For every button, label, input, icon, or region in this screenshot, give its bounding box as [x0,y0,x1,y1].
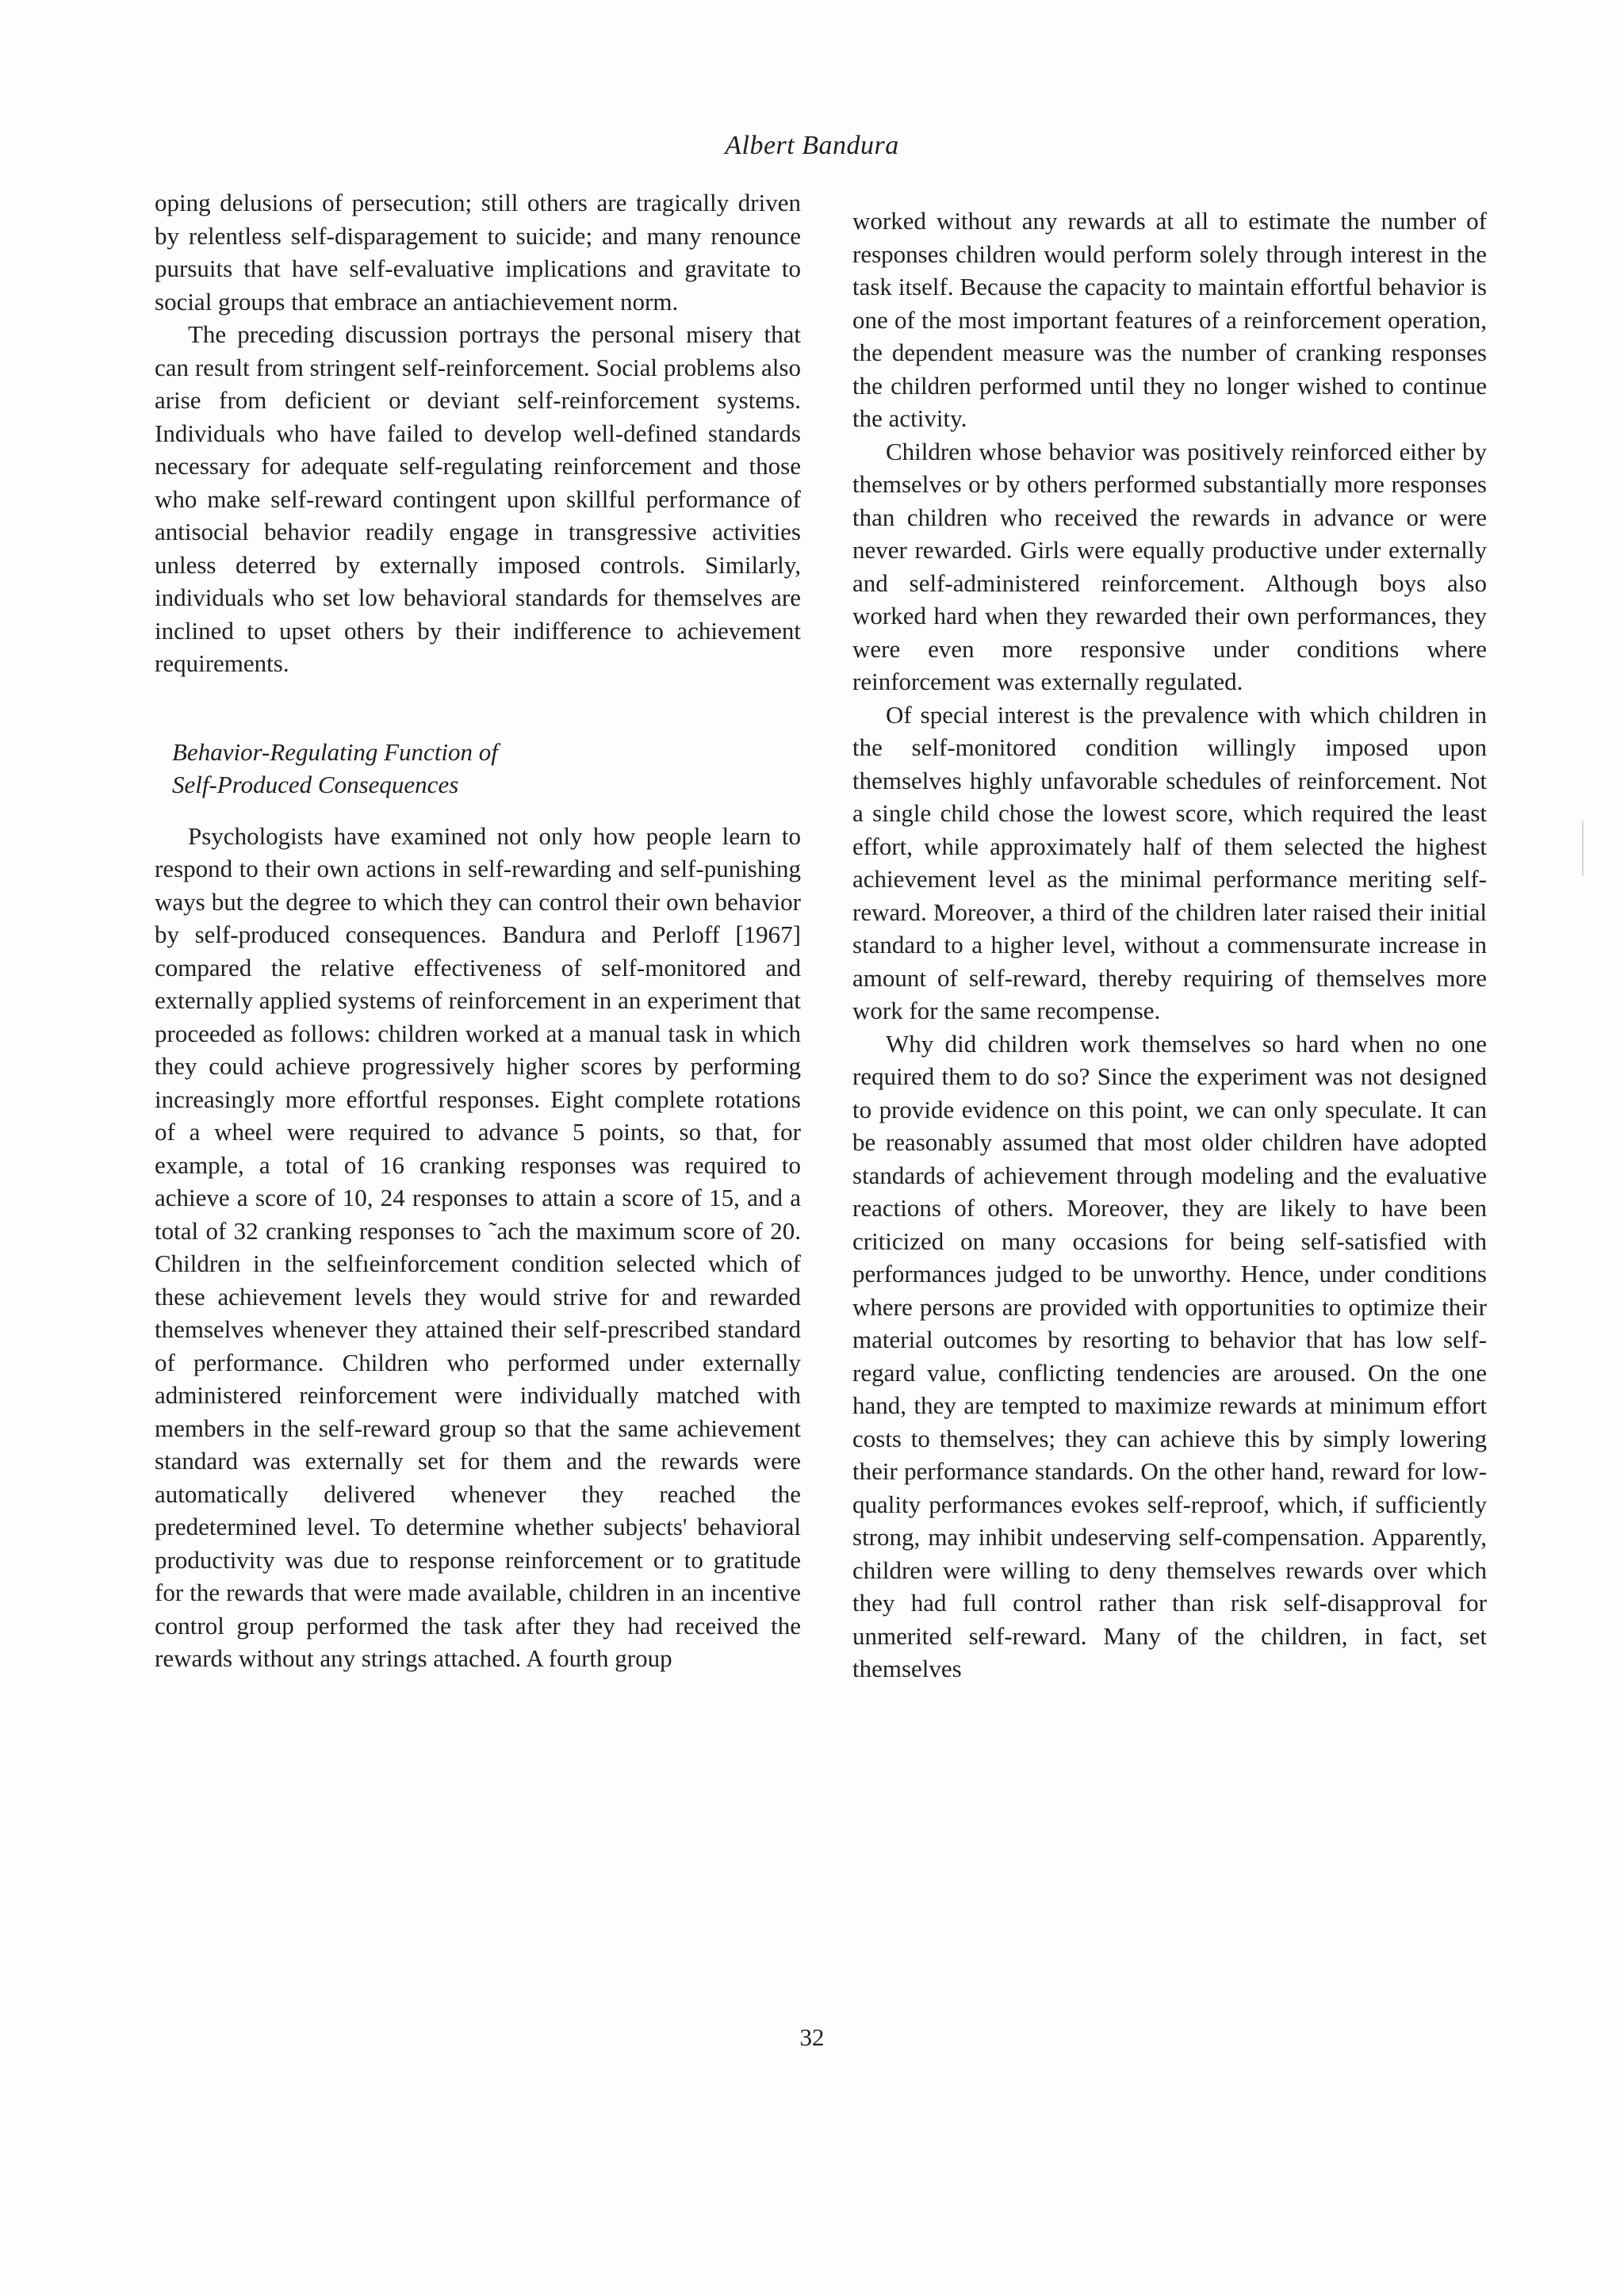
running-head: Albert Bandura [725,131,899,160]
left-paragraph-1: oping delusions of persecution; still others are tragically driven by relentless self-disparagement to suicide; and many renounce pursuits that have self-evaluative implications and gravitate to social groups that embrace an antiachievement norm. [155,189,801,316]
right-paragraph-4: Why did children work themselves so hard when no one required them to do so? Since the experiment was not designed to provide evidence on this point, we can only speculate. It can be reasonably assumed that most older children have adopted standards of achievement through modeling and the evaluative reactions of others. Moreover, they are likely to have been criticized on many occasions for being self-satisfied with performances judged to be unworthy. Hence, under conditions where persons are provided with opportunities to optimize their material outcomes by resorting to behavior that has low self-regard value, conflicting tendencies are aroused. On the one hand, they are tempted to maximize rewards at minimum effort costs to themselves; they can achieve this by simply lowering their performance standards. On the other hand, reward for low-quality performances evokes self-reproof, which, if sufficiently strong, may inhibit undeserving self-compensation. Apparently, children were willing to deny themselves rewards over which they had full control rather than risk self-disapproval for unmerited self-reward. Many of the children, in fact, set themselves [852,1029,1487,1682]
section-heading-line-2: Self-Produced Consequences [172,770,459,798]
section-heading-line-1: Behavior-Regulating Function of [172,737,498,766]
page-number: 32 [799,2023,825,2051]
left-paragraph-3: Psychologists have examined not only how people learn to respond to their own actions in self-rewarding and self-punishing ways but the degree to which they can control their own behavior by self-produced consequences. Bandura and Perloff [1967] compared the relative effectiveness of self-monitored and externally applied systems of reinforcement in an experiment that proceeded as follows: children worked at a manual task in which they could achieve progressively higher scores by performing increasingly more effortful responses. Eight complete rotations of a wheel were required to advance 5 points, so that, for example, a total of 16 cranking responses was required to achieve a score of 10, 24 responses to attain a score of 15, and a total of 32 cranking responses to ˜ach the maximum score of 20. Children in the selfıeinforcement condition selected which of these achievement levels they would strive for and rewarded themselves whenever they attained their self-prescribed standard of performance. Children who performed under externally administered reinforcement were individually matched with members in the self-reward group so that the same achievement standard was externally set for them and the rewards were automatically delivered whenever they reached the predetermined level. To determine whether subjects' behavioral productivity was due to response reinforcement or to gratitude for the rewards that were made available, children in an incentive control group performed the task after they had received the rewards without any strings attached. A fourth group [155,821,801,1672]
scan-artifact-mark [1582,821,1584,876]
right-column [852,205,1487,1686]
left-column [155,186,801,1675]
right-paragraph-3: Of special interest is the prevalence with which children in the self-monitored condition willingly imposed upon themselves highly unfavorable schedules of reinforcement. Not a single child chose the lowest score, which required the least effort, while approximately half of them selected the highest achievement level as the minimal performance meriting self-reward. Moreover, a third of the children later raised their initial standard to a higher level, without a commensurate increase in amount of self-reward, thereby requiring of themselves more work for the same recompense. [852,700,1487,1024]
right-paragraph-1: worked without any rewards at all to estimate the number of responses children would perform solely through interest in the task itself. Because the capacity to maintain effortful behavior is one of the most important features of a reinforcement operation, the dependent measure was the number of cranking responses the children performed until they no longer wished to continue the activity. [852,207,1487,432]
left-paragraph-2: The preceding discussion portrays the personal misery that can result from stringent self-reinforcement. Social problems also arise from deficient or deviant self-reinforcement systems. Individuals who have failed to develop well-defined standards necessary for adequate self-regulating reinforcement and those who make self-reward contingent upon skillful performance of antisocial behavior readily engage in transgressive activities unless deterred by externally imposed controls. Similarly, individuals who set low behavioral standards for themselves are inclined to upset others by their indifference to achievement requirements. [155,320,801,677]
right-paragraph-2: Children whose behavior was positively reinforced either by themselves or by others performed substantially more responses than children who received the rewards in advance or were never rewarded. Girls were equally productive under externally and self-administered reinforcement. Although boys also worked hard when they rewarded their own performances, they were even more responsive under conditions where reinforcement was externally regulated. [852,437,1487,695]
section-heading [172,736,801,801]
